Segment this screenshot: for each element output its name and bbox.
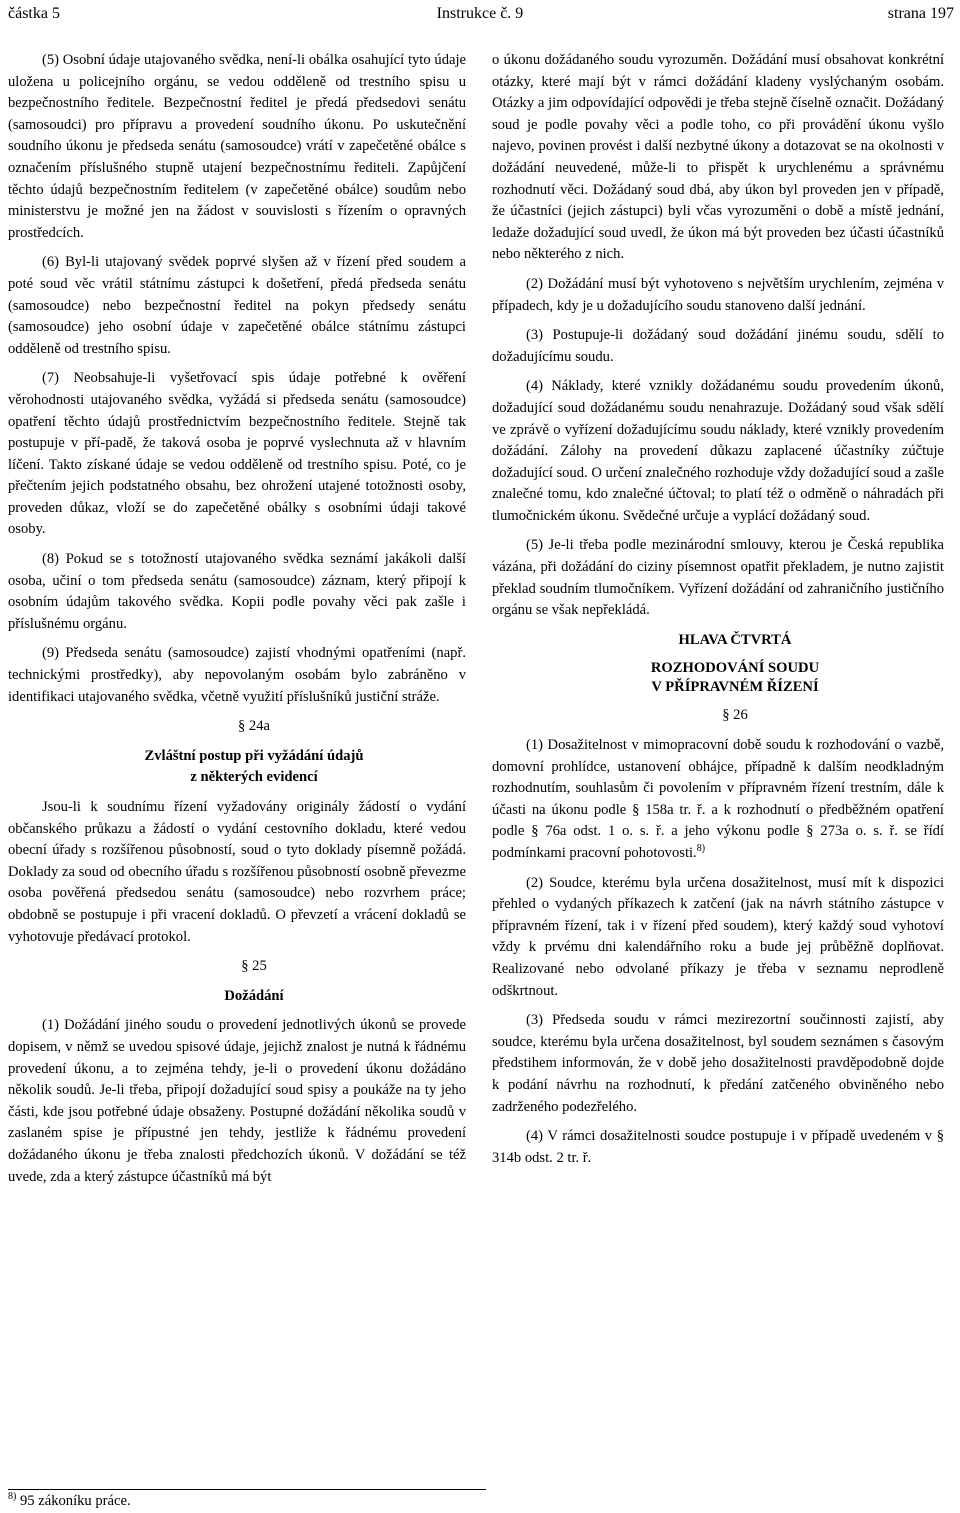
header-issue-number: částka 5 xyxy=(8,5,60,22)
section-24a-paragraph: Jsou-li k soudnímu řízení vyžadovány originály žádostí o vydání občanského průkazu a žádostí o vydání cestovního dokladu, které vedou obecní úřady s rozšířenou působností, soud o tyto doklady písemně požádá. Doklady za soud od obecního úřadu s rozšířenou působností osobně převezme osoba pověřená předsedou senátu (samosoudce) nebo rozvrhem práce; obdobně se postupuje i při vracení dokladů. O převzetí a vrácení dokladů se vyhotovuje předávací protokol. xyxy=(8,799,466,945)
footnote-divider xyxy=(8,1489,486,1490)
section-25-paragraph-2: (2) Dožádání musí být vyhotoveno s největším urychlením, zejména v případech, kdy je u dožadujícího soudu stanoveno další jednání. xyxy=(492,275,944,314)
section-26-paragraph-1: (1) Dosažitelnost v mimopracovní době soudu k rozhodování o vazbě, domovní prohlídce, ustanovení obhájce, případně k dalším neodkladným rozhodnutím, souhlasům či povolením v přípravném řízení trestním, dále k účasti na úkonu podle § 158a tr. ř. a k rozhodnutí o předběžném opatření podle § 76a odst. 1 o. s. ř. a jeho výkonu podle § 273a o. s. ř. se řídí podmínkami pracovní pohotovosti.$^{8)}$ xyxy=(492,737,944,861)
section-25-paragraph-1: (1) Dožádání jiného soudu o provedení jednotlivých úkonů se provede dopisem, v němž se uvedou spisové údaje, jejichž znalost je nutná k řádnému provedení úkonu, a to zejména tehdy, je-li o provedení úkonu dožádáno několik soudů. Je-li třeba, připojí dožadující soud spisy a poukáže na ty jeho části, kde jsou potřebné údaje obsaženy. Postupné dožádání několika soudů v zaslaném spise je přípustné jen tehdy, jestliže k řádnému provedení dožádaného úkonu je třeba znalosti předchozích úkonů. V dožádání se též uvede, zda a který zástupce účastníků má být xyxy=(8,1017,466,1185)
section-25-paragraph-3: (3) Postupuje-li dožádaný soud dožádání jinému soudu, sdělí to dožadujícímu soudu. xyxy=(492,327,944,365)
paragraph-7: (7) Neobsahuje-li vyšetřovací spis údaje potřebné k ověření věrohodnosti utajovaného svědka, vyžádá si předseda senátu (samosoudce) opatření těchto údajů prostřednictvím bezpečnostního ředitele. Stejně tak postupuje v pří-padě, že taková osoba je poprvé vyslechnuta až v hlavním líčení. Takto získané údaje se vedou odděleně od trestního spisu. Poté, co je přečtením jejich podstatného obsahu, bez ohrožení utajené totožnosti osoby, proveden důkaz, vloží se do zapečetěné obálky s osobními údaji takové osoby. xyxy=(8,370,466,538)
section-25-paragraph-1-continued: o úkonu dožádaného soudu vyrozuměn. Dožádání musí obsahovat konkrétní otázky, které mají být v rámci dožádání kladeny vyslýchaným osobám. Otázky a jim odpovídající odpovědi je třeba stejně číselně označit. Dožádaný soud je podle povahy věci a podle toho, co při provádění úkonu vyšlo najevo, povinen provést i další nezbytné úkony a dotazovat se na okolnosti v dožádání neuvedené, může-li to přispět k urychlenému a správnému rozhodnutí věci. Dožádaný soud dbá, aby úkon byl proveden jen v případě, že účastníci (jejich zástupci) byli včas vyrozuměni o době a místě jednání, ledaže dožadující soud uvedl, že úkon má být proveden bez účasti účastníků nebo některého z nich. xyxy=(492,52,944,263)
section-24a-title-line-2: z některých evidencí xyxy=(190,769,318,786)
header-document-title: Instrukce č. 9 xyxy=(436,5,524,22)
footnote-reference[interactable]: 8) xyxy=(696,843,706,855)
chapter-title-line-2: V PŘÍPRAVNÉM ŘÍZENÍ xyxy=(651,679,819,696)
paragraph-8: (8) Pokud se s totožností utajovaného svědka seznámí jakákoli další osoba, učiní o tom předseda senátu (samosoudce) záznam, který připojí k osobním údajům takového svědka. Kopii podle povahy věci pak zašle i příslušnému orgánu. xyxy=(8,551,466,632)
section-26-paragraph-3: (3) Předseda soudu v rámci mezirezortní součinnosti zajistí, aby soudce, kterému byla určena dosažitelnost, byl soudem seznámen s časovým předstihem informován, že v době jeho dosažitelnosti pravděpodobně dojde k podání návrhu na rozhodnutí, k předání zatčeného obviněného nebo zadrženého podezřelého. xyxy=(492,1012,944,1115)
section-26-number: § 26 xyxy=(722,707,748,724)
page-header xyxy=(0,4,960,26)
section-25-paragraph-5: (5) Je-li třeba podle mezinárodní smlouvy, kterou je Česká republika vázána, při dožádání do ciziny písemnost opatřit překladem, je nutno zajistit překlad soudním tlumočníkem. Vyřízení dožádání od zahraničního justičního orgánu se však nepřekládá. xyxy=(492,537,944,619)
section-24a-title-line-1: Zvláštní postup při vyžádání údajů xyxy=(144,747,364,764)
footnote xyxy=(8,1492,131,1510)
right-column xyxy=(492,50,944,1177)
header-page-number: strana 197 xyxy=(887,5,954,22)
paragraph-5: (5) Osobní údaje utajovaného svědka, není-li obálka osahující tyto údaje uložena u policejního orgánu, se vedou odděleně od trestního spisu u bezpečnostního ředitele. Bezpečnostní ředitel je předá předsedovi senátu (samosoudci) pro přípravu a provedení soudního úkonu. Po uskutečnění soudního úkonu je předseda senátu (samosoudce) vrátí v zapečetěné obálce s označením příslušného stupně utajení bezpečnostnímu řediteli. Zapůjčení těchto údajů bezpečnostním ředitelem (v zapečetěné obálce) soudům nebo ministerstvu je možné jen na žádost v souvislosti s řízením o opravných prostředcích. xyxy=(8,52,466,241)
footnote-text: 95 zákoníku práce. xyxy=(16,1493,131,1509)
paragraph-9: (9) Předseda senátu (samosoudce) zajistí vhodnými opatřeními (např. technickými prostředky), aby nepovolaným osobám bylo zabráněno v identifikaci utajovaného svědka, včetně využití příslušníků justiční stráže. xyxy=(8,645,466,705)
left-column xyxy=(8,50,466,1196)
chapter-heading: HLAVA ČTVRTÁ xyxy=(678,631,792,648)
section-26-paragraph-2: (2) Soudce, kterému byla určena dosažitelnost, musí mít k dispozici přehled o vydaných příkazech k zatčení (jak na návrh státního zástupce v přípravném řízení, tak i v řízení před soudem), který každý soud vyhotoví vždy k prvému dni kalendářního roku a bude jej průběžně doplňovat. Realizované nebo odvolané příkazy je třeba v seznamu neprodleně odškrtnout. xyxy=(492,874,944,999)
section-24a-number: § 24a xyxy=(237,718,271,735)
section-26-paragraph-4: (4) V rámci dosažitelnosti soudce postupuje i v případě uvedeném v § 314b odst. 2 tr. ř. xyxy=(492,1128,944,1166)
section-25-paragraph-4: (4) Náklady, které vznikly dožádanému soudu provedením úkonů, dožadující soud dožádanému soudu nenahrazuje. Dožádaný soud však sdělí ve zprávě o vyřízení dožadujícímu soudu náklady, které vznikly provedením dožádání. Zálohy na provedení důkazu zaplacené účastníky zúčtuje dožadující soud. O určení znalečného rozhoduje vždy dožadující soud a zašle znalečné tomu, kdo znalečné účtoval; to platí též o odměně o náhradách při tlumočnickém úkonu. Svědečné určuje a vyplácí dožádaný soud. xyxy=(492,378,944,524)
footnote-mark: 8) xyxy=(8,1491,17,1503)
chapter-title-line-1: ROZHODOVÁNÍ SOUDU xyxy=(650,660,820,677)
section-25-number: § 25 xyxy=(241,958,267,975)
paragraph-6: (6) Byl-li utajovaný svědek poprvé slyšen až v řízení před soudem a poté soud věc vrátil státnímu zástupci k došetření, předá předseda senátu (samosoudce) nebo bezpečnostní ředitel na pokyn předsedy senátu (samosoudce) jeho osobní údaje v zapečetěné obálce státnímu zástupci odděleně od trestního spisu. xyxy=(8,254,466,357)
section-25-title: Dožádání xyxy=(224,987,284,1004)
